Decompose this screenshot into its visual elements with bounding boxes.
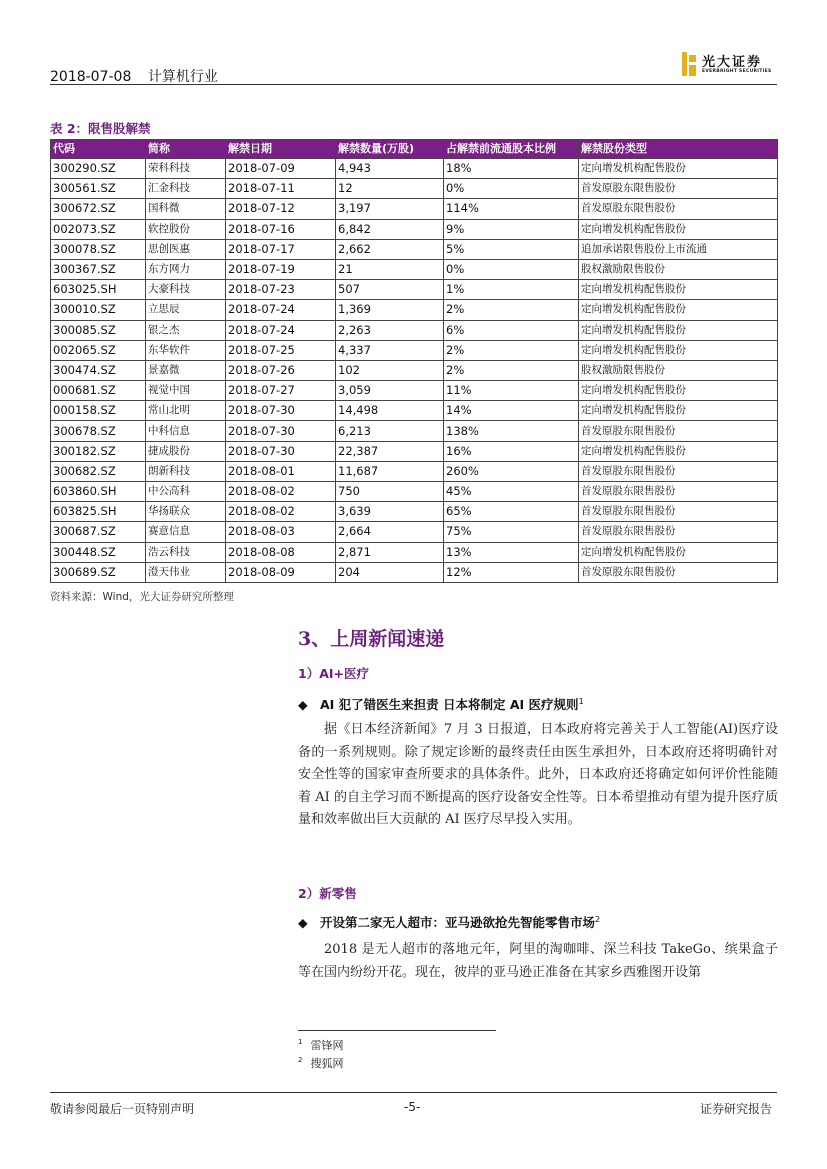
cell-type: 首发原股东限售股份 bbox=[579, 482, 778, 502]
cell-name: 赛意信息 bbox=[146, 522, 226, 542]
col-header-name: 简称 bbox=[146, 140, 226, 159]
footnote-1-text: 雷锋网 bbox=[310, 1039, 344, 1052]
cell-ratio: 2% bbox=[444, 360, 579, 380]
cell-type: 定向增发机构配售股份 bbox=[579, 320, 778, 340]
cell-code: 300561.SZ bbox=[51, 179, 146, 199]
cell-name: 立思辰 bbox=[146, 300, 226, 320]
cell-date: 2018-07-30 bbox=[226, 401, 336, 421]
cell-date: 2018-07-25 bbox=[226, 340, 336, 360]
cell-date: 2018-08-09 bbox=[226, 562, 336, 582]
cell-quantity: 3,059 bbox=[336, 381, 444, 401]
footnote-ref-2: 2 bbox=[595, 914, 601, 924]
cell-ratio: 14% bbox=[444, 401, 579, 421]
col-header-ratio: 占解禁前流通股本比例 bbox=[444, 140, 579, 159]
cell-ratio: 16% bbox=[444, 441, 579, 461]
table-source: 资料来源：Wind，光大证券研究所整理 bbox=[50, 591, 234, 603]
cell-quantity: 204 bbox=[336, 562, 444, 582]
table-row bbox=[51, 381, 778, 401]
cell-type: 股权激励限售股份 bbox=[579, 259, 778, 279]
cell-ratio: 2% bbox=[444, 300, 579, 320]
cell-name: 华扬联众 bbox=[146, 502, 226, 522]
cell-quantity: 102 bbox=[336, 360, 444, 380]
cell-type: 定向增发机构配售股份 bbox=[579, 300, 778, 320]
cell-date: 2018-07-16 bbox=[226, 219, 336, 239]
col-header-date: 解禁日期 bbox=[226, 140, 336, 159]
cell-quantity: 2,664 bbox=[336, 522, 444, 542]
cell-date: 2018-08-01 bbox=[226, 461, 336, 481]
diamond-bullet-icon: ◆ bbox=[298, 697, 308, 712]
cell-code: 000681.SZ bbox=[51, 381, 146, 401]
cell-type: 首发原股东限售股份 bbox=[579, 502, 778, 522]
cell-code: 300678.SZ bbox=[51, 421, 146, 441]
cell-ratio: 75% bbox=[444, 522, 579, 542]
cell-ratio: 18% bbox=[444, 159, 579, 179]
cell-ratio: 0% bbox=[444, 179, 579, 199]
cell-type: 定向增发机构配售股份 bbox=[579, 381, 778, 401]
cell-code: 603825.SH bbox=[51, 502, 146, 522]
footnote-2 bbox=[298, 1055, 343, 1071]
footer-report-type: 证券研究报告 bbox=[700, 1102, 773, 1116]
lockup-expiry-table bbox=[50, 139, 778, 583]
cell-name: 常山北明 bbox=[146, 401, 226, 421]
cell-type: 首发原股东限售股份 bbox=[579, 461, 778, 481]
subsection-new-retail: 2）新零售 bbox=[298, 886, 357, 901]
table-row bbox=[51, 461, 778, 481]
table-row bbox=[51, 239, 778, 259]
cell-name: 浩云科技 bbox=[146, 542, 226, 562]
table-row bbox=[51, 159, 778, 179]
table-row bbox=[51, 502, 778, 522]
cell-date: 2018-07-30 bbox=[226, 421, 336, 441]
cell-quantity: 2,662 bbox=[336, 239, 444, 259]
cell-date: 2018-07-26 bbox=[226, 360, 336, 380]
cell-quantity: 22,387 bbox=[336, 441, 444, 461]
footer-divider bbox=[50, 1092, 777, 1093]
cell-name: 澄天伟业 bbox=[146, 562, 226, 582]
cell-code: 300182.SZ bbox=[51, 441, 146, 461]
cell-date: 2018-08-02 bbox=[226, 482, 336, 502]
cell-type: 股权激励限售股份 bbox=[579, 360, 778, 380]
industry-label: 计算机行业 bbox=[147, 69, 218, 85]
table-row bbox=[51, 360, 778, 380]
cell-type: 定向增发机构配售股份 bbox=[579, 401, 778, 421]
cell-quantity: 1,369 bbox=[336, 300, 444, 320]
cell-ratio: 138% bbox=[444, 421, 579, 441]
footnote-divider bbox=[298, 1030, 496, 1031]
table-row bbox=[51, 562, 778, 582]
footnote-ref-1: 1 bbox=[578, 696, 584, 706]
subsection-ai-medical: 1）AI+医疗 bbox=[298, 666, 369, 681]
cell-date: 2018-07-24 bbox=[226, 320, 336, 340]
footer-disclaimer: 敬请参阅最后一页特别声明 bbox=[50, 1102, 195, 1116]
cell-ratio: 9% bbox=[444, 219, 579, 239]
col-header-type: 解禁股份类型 bbox=[579, 140, 778, 159]
cell-quantity: 12 bbox=[336, 179, 444, 199]
cell-code: 000158.SZ bbox=[51, 401, 146, 421]
cell-ratio: 11% bbox=[444, 381, 579, 401]
cell-quantity: 21 bbox=[336, 259, 444, 279]
cell-ratio: 6% bbox=[444, 320, 579, 340]
table-row bbox=[51, 542, 778, 562]
cell-ratio: 13% bbox=[444, 542, 579, 562]
cell-quantity: 11,687 bbox=[336, 461, 444, 481]
cell-name: 汇金科技 bbox=[146, 179, 226, 199]
headline-1-text: AI 犯了错医生来担责 日本将制定 AI 医疗规则 bbox=[320, 697, 579, 712]
news-headline-2 bbox=[298, 913, 600, 931]
table-row bbox=[51, 522, 778, 542]
footnote-2-num: 2 bbox=[298, 1056, 303, 1065]
cell-date: 2018-07-27 bbox=[226, 381, 336, 401]
cell-date: 2018-07-12 bbox=[226, 199, 336, 219]
cell-date: 2018-07-17 bbox=[226, 239, 336, 259]
cell-type: 定向增发机构配售股份 bbox=[579, 441, 778, 461]
table-row bbox=[51, 179, 778, 199]
news-headline-1 bbox=[298, 695, 584, 713]
news-paragraph-1: 据《日本经济新闻》7 月 3 日报道，日本政府将完善关于人工智能(AI)医疗设备的一系列规则。除了规定诊断的最终责任由医生承担外，日本政府还将明确针对安全性等的国家审查所要求的具体条件。此外，日本政府还将确定如何评价性能随着 AI 的自主学习而不断提高的医疗设备安全性等。日本希望推动有望为提升医疗质量和效率做出巨大贡献的 AI 医疗尽早投入实用。 bbox=[298, 722, 778, 827]
col-header-code: 代码 bbox=[51, 140, 146, 159]
header-meta bbox=[50, 66, 230, 86]
table-row bbox=[51, 421, 778, 441]
cell-ratio: 5% bbox=[444, 239, 579, 259]
cell-name: 捷成股份 bbox=[146, 441, 226, 461]
cell-type: 追加承诺限售股份上市流通 bbox=[579, 239, 778, 259]
cell-quantity: 2,871 bbox=[336, 542, 444, 562]
cell-date: 2018-08-03 bbox=[226, 522, 336, 542]
cell-type: 首发原股东限售股份 bbox=[579, 199, 778, 219]
cell-name: 银之杰 bbox=[146, 320, 226, 340]
cell-date: 2018-07-30 bbox=[226, 441, 336, 461]
table-row bbox=[51, 219, 778, 239]
col-header-quantity: 解禁数量(万股) bbox=[336, 140, 444, 159]
cell-ratio: 65% bbox=[444, 502, 579, 522]
cell-type: 定向增发机构配售股份 bbox=[579, 280, 778, 300]
cell-quantity: 4,337 bbox=[336, 340, 444, 360]
cell-quantity: 6,213 bbox=[336, 421, 444, 441]
footnote-2-text: 搜狐网 bbox=[310, 1057, 344, 1070]
cell-ratio: 12% bbox=[444, 562, 579, 582]
logo-mark-icon bbox=[682, 52, 696, 76]
cell-name: 思创医惠 bbox=[146, 239, 226, 259]
cell-ratio: 45% bbox=[444, 482, 579, 502]
cell-quantity: 6,842 bbox=[336, 219, 444, 239]
cell-code: 002065.SZ bbox=[51, 340, 146, 360]
cell-code: 300085.SZ bbox=[51, 320, 146, 340]
cell-quantity: 4,943 bbox=[336, 159, 444, 179]
cell-quantity: 2,263 bbox=[336, 320, 444, 340]
logo-text-en: EVERBRIGHT SECURITIES bbox=[702, 69, 772, 74]
cell-date: 2018-07-23 bbox=[226, 280, 336, 300]
table-title: 表 2：限售股解禁 bbox=[50, 121, 151, 136]
cell-type: 定向增发机构配售股份 bbox=[579, 159, 778, 179]
footnote-1 bbox=[298, 1037, 343, 1053]
table-row bbox=[51, 401, 778, 421]
cell-ratio: 1% bbox=[444, 280, 579, 300]
cell-name: 软控股份 bbox=[146, 219, 226, 239]
cell-ratio: 2% bbox=[444, 340, 579, 360]
cell-code: 300687.SZ bbox=[51, 522, 146, 542]
table-row bbox=[51, 259, 778, 279]
cell-type: 首发原股东限售股份 bbox=[579, 562, 778, 582]
table-row bbox=[51, 199, 778, 219]
footnote-1-num: 1 bbox=[298, 1038, 303, 1047]
cell-quantity: 14,498 bbox=[336, 401, 444, 421]
cell-code: 300078.SZ bbox=[51, 239, 146, 259]
cell-code: 300367.SZ bbox=[51, 259, 146, 279]
cell-quantity: 3,197 bbox=[336, 199, 444, 219]
cell-code: 300689.SZ bbox=[51, 562, 146, 582]
table-row bbox=[51, 280, 778, 300]
diamond-bullet-icon: ◆ bbox=[298, 915, 308, 930]
cell-date: 2018-07-11 bbox=[226, 179, 336, 199]
cell-name: 大豪科技 bbox=[146, 280, 226, 300]
cell-type: 首发原股东限售股份 bbox=[579, 421, 778, 441]
table-header-row bbox=[51, 140, 778, 159]
cell-name: 视觉中国 bbox=[146, 381, 226, 401]
cell-name: 荣科科技 bbox=[146, 159, 226, 179]
cell-quantity: 3,639 bbox=[336, 502, 444, 522]
cell-code: 002073.SZ bbox=[51, 219, 146, 239]
cell-type: 定向增发机构配售股份 bbox=[579, 219, 778, 239]
headline-2-text: 开设第二家无人超市：亚马逊欲抢先智能零售市场 bbox=[320, 915, 596, 930]
cell-name: 国科微 bbox=[146, 199, 226, 219]
cell-code: 300290.SZ bbox=[51, 159, 146, 179]
report-date: 2018-07-08 bbox=[50, 69, 132, 85]
cell-type: 定向增发机构配售股份 bbox=[579, 542, 778, 562]
cell-code: 300672.SZ bbox=[51, 199, 146, 219]
table-row bbox=[51, 340, 778, 360]
cell-code: 300474.SZ bbox=[51, 360, 146, 380]
cell-name: 中科信息 bbox=[146, 421, 226, 441]
cell-name: 东华软件 bbox=[146, 340, 226, 360]
cell-code: 603025.SH bbox=[51, 280, 146, 300]
cell-code: 603860.SH bbox=[51, 482, 146, 502]
cell-name: 东方网力 bbox=[146, 259, 226, 279]
cell-type: 首发原股东限售股份 bbox=[579, 522, 778, 542]
company-logo bbox=[682, 50, 782, 80]
section-title: 3、上周新闻速递 bbox=[298, 628, 445, 650]
cell-type: 首发原股东限售股份 bbox=[579, 179, 778, 199]
logo-text-cn: 光大证券 bbox=[702, 55, 763, 70]
table-row bbox=[51, 482, 778, 502]
cell-ratio: 0% bbox=[444, 259, 579, 279]
cell-date: 2018-08-02 bbox=[226, 502, 336, 522]
table-row bbox=[51, 320, 778, 340]
cell-code: 300448.SZ bbox=[51, 542, 146, 562]
cell-date: 2018-07-09 bbox=[226, 159, 336, 179]
cell-quantity: 750 bbox=[336, 482, 444, 502]
cell-code: 300682.SZ bbox=[51, 461, 146, 481]
cell-code: 300010.SZ bbox=[51, 300, 146, 320]
cell-name: 景嘉微 bbox=[146, 360, 226, 380]
table-row bbox=[51, 300, 778, 320]
table-row bbox=[51, 441, 778, 461]
news-paragraph-2: 2018 是无人超市的落地元年，阿里的淘咖啡、深兰科技 TakeGo、缤果盒子等在国内纷纷开花。现在，彼岸的亚马逊正准备在其家乡西雅图开设第 bbox=[298, 942, 778, 980]
cell-date: 2018-07-19 bbox=[226, 259, 336, 279]
cell-quantity: 507 bbox=[336, 280, 444, 300]
cell-ratio: 260% bbox=[444, 461, 579, 481]
cell-name: 中公高科 bbox=[146, 482, 226, 502]
cell-date: 2018-08-08 bbox=[226, 542, 336, 562]
cell-name: 朗新科技 bbox=[146, 461, 226, 481]
header-divider bbox=[50, 84, 777, 85]
cell-type: 定向增发机构配售股份 bbox=[579, 340, 778, 360]
cell-ratio: 114% bbox=[444, 199, 579, 219]
cell-date: 2018-07-24 bbox=[226, 300, 336, 320]
page-number: -5- bbox=[404, 1100, 421, 1114]
